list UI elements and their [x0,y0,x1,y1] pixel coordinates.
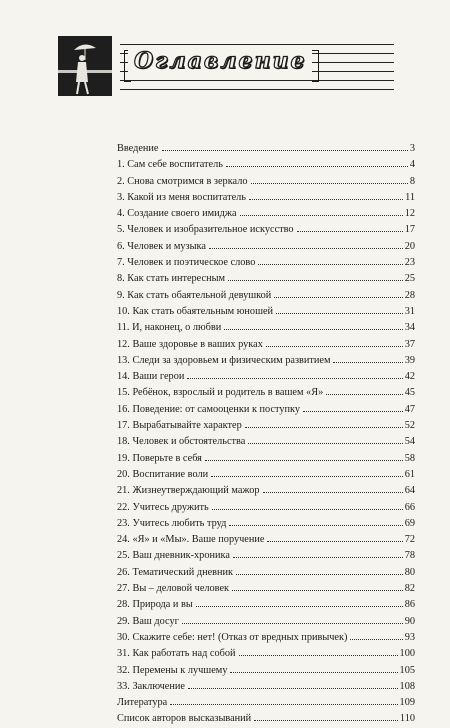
toc-entry-title: 14. Ваши герои [117,371,185,383]
toc-leader-dots [162,140,408,151]
toc-entry-title: 25. Ваш дневник-хроника [117,550,230,562]
toc-entry-page: 93 [404,631,415,643]
toc-entry [117,678,415,694]
toc-entry-page: 20 [404,240,415,252]
toc-entry-title: 2. Снова смотримся в зеркало [117,175,248,187]
toc-leader-dots [248,433,402,444]
toc-entry [117,352,415,368]
toc-leader-dots [211,466,403,477]
toc-entry-title: 4. Создание своего имиджа [117,208,237,220]
toc-entry-page: 4 [409,159,415,171]
page-title: Оглавление [128,48,312,74]
toc-entry-title: 26. Тематический дневник [117,566,234,578]
toc-entry-title: 29. Ваш досуг [117,615,179,627]
toc-leader-dots [228,270,403,281]
toc-entry-title: 18. Человек и обстоятельства [117,436,246,448]
toc-entry [117,189,415,205]
toc-entry-title: 3. Какой из меня воспитатель [117,191,246,203]
toc-leader-dots [263,482,403,493]
toc-entry-page: 105 [399,664,415,676]
toc-entry-page: 80 [404,566,415,578]
toc-entry-title: 32. Перемены к лучшему [117,664,228,676]
toc-entry-page: 110 [399,713,415,725]
toc-entry-page: 25 [404,273,415,285]
toc-entry [117,238,415,254]
toc-entry-page: 3 [409,143,415,154]
toc-entry-title: Литература [117,697,168,709]
toc-entry [117,482,415,498]
toc-entry [117,384,415,400]
toc-entry [117,629,415,645]
toc-entry-page: 39 [404,354,415,366]
silhouette-with-umbrella-icon [58,36,112,96]
toc-entry [117,596,415,612]
toc-entry-page: 61 [404,468,415,480]
toc-entry-page: 45 [404,387,415,399]
toc-entry-title: 28. Природа и вы [117,599,193,611]
toc-entry-page: 12 [404,208,415,220]
toc-entry-title: 19. Поверьте в себя [117,452,202,464]
toc-entry-title: 21. Жизнеутверждающий мажор [117,485,260,497]
toc-entry-title: 17. Вырабатывайте характер [117,420,242,432]
toc-leader-dots [333,352,402,363]
toc-entry-title: 27. Вы – деловой человек [117,583,230,595]
toc-entry [117,417,415,433]
toc-entry [117,433,415,449]
toc-leader-dots [232,580,403,591]
toc-entry [117,531,415,547]
toc-entry [117,303,415,319]
toc-entry [117,368,415,384]
toc-leader-dots [196,596,403,607]
toc-leader-dots [267,531,402,542]
toc-entry [117,140,415,156]
toc-leader-dots [229,515,402,526]
toc-entry-title: 31. Как работать над собой [117,648,236,660]
toc-entry [117,662,415,678]
toc-entry-page: 90 [404,615,415,627]
toc-leader-dots [226,156,408,167]
toc-entry-title: 30. Скажите себе: нет! (Отказ от вредных привычек) [117,631,348,643]
toc-entry [117,156,415,172]
toc-entry-page: 78 [404,550,415,562]
title-bracket-right [312,50,319,82]
toc-leader-dots [205,450,403,461]
toc-entry-page: 31 [404,305,415,317]
toc-leader-dots [240,205,403,216]
toc-entry [117,515,415,531]
toc-entry [117,466,415,482]
toc-entry-title: 12. Ваше здоровье в ваших руках [117,338,263,350]
toc-entry-title: 9. Как стать обаятельной девушкой [117,289,272,301]
toc-entry [117,401,415,417]
toc-entry [117,336,415,352]
toc-entry-page: 17 [404,224,415,236]
table-of-contents [117,140,415,727]
toc-leader-dots [303,401,403,412]
toc-entry [117,694,415,710]
toc-entry-title: 7. Человек и поэтическое слово [117,257,256,269]
toc-leader-dots [266,336,403,347]
toc-entry [117,450,415,466]
toc-leader-dots [258,254,402,265]
toc-entry [117,205,415,221]
toc-entry-title: 22. Учитесь дружить [117,501,209,513]
toc-entry-title: 8. Как стать интересным [117,273,226,285]
toc-leader-dots [209,238,403,249]
toc-leader-dots [239,645,398,656]
toc-leader-dots [276,303,403,314]
toc-entry-title: 20. Воспитание воли [117,468,209,480]
toc-entry [117,499,415,515]
toc-leader-dots [251,173,408,184]
toc-leader-dots [182,613,403,624]
toc-leader-dots [170,694,397,705]
toc-entry-page: 72 [404,534,415,546]
page-header [58,36,394,96]
toc-entry-title: 6. Человек и музыка [117,240,206,252]
toc-entry [117,270,415,286]
toc-leader-dots [188,678,398,689]
toc-entry [117,645,415,661]
toc-leader-dots [249,189,403,200]
toc-entry [117,221,415,237]
toc-entry-page: 64 [404,485,415,497]
toc-entry-title: 16. Поведение: от самооценки к поступку [117,403,301,415]
toc-entry-page: 86 [404,599,415,611]
toc-entry [117,564,415,580]
toc-entry-title: 15. Ребёнок, взрослый и родитель в вашем «Я» [117,387,324,399]
toc-leader-dots [274,287,402,298]
toc-entry-title: Введение [117,143,159,154]
toc-entry-page: 100 [399,648,415,660]
toc-entry-title: Список авторов высказываний [117,713,252,725]
toc-entry-page: 54 [404,436,415,448]
toc-entry-page: 11 [405,191,415,203]
toc-entry-title: 33. Заключение [117,680,185,692]
toc-leader-dots [187,368,402,379]
toc-entry [117,613,415,629]
toc-entry-title: 23. Учитесь любить труд [117,517,227,529]
toc-entry-page: 42 [404,371,415,383]
toc-entry-title: 5. Человек и изобразительное искусство [117,224,294,236]
toc-entry-title: 13. Следи за здоровьем и физическим развитием [117,354,331,366]
toc-leader-dots [233,547,403,558]
toc-entry [117,710,415,726]
toc-entry-title: 1. Сам себе воспитатель [117,159,223,171]
toc-entry-page: 52 [404,420,415,432]
toc-entry-title: 24. «Я» и «Мы». Ваше поручение [117,534,265,546]
toc-entry-page: 28 [404,289,415,301]
toc-entry-page: 69 [404,517,415,529]
toc-entry-page: 34 [404,322,415,334]
toc-entry [117,254,415,270]
toc-entry [117,173,415,189]
toc-entry-page: 66 [404,501,415,513]
toc-entry-page: 82 [404,583,415,595]
toc-entry-page: 108 [399,680,415,692]
toc-entry [117,547,415,563]
toc-entry-page: 37 [404,338,415,350]
toc-leader-dots [245,417,403,428]
toc-leader-dots [236,564,403,575]
toc-leader-dots [212,499,403,510]
toc-entry-page: 58 [404,452,415,464]
toc-entry-page: 109 [399,697,415,709]
toc-entry-title: 11. И, наконец, о любви [117,322,222,334]
toc-entry-page: 23 [404,257,415,269]
toc-leader-dots [297,221,403,232]
toc-entry-title: 10. Как стать обаятельным юношей [117,305,274,317]
toc-entry-page: 47 [404,403,415,415]
toc-leader-dots [254,710,398,721]
toc-leader-dots [230,662,397,673]
toc-entry-page: 8 [409,175,415,187]
toc-entry [117,580,415,596]
toc-entry [117,287,415,303]
toc-entry [117,319,415,335]
toc-leader-dots [224,319,402,330]
toc-leader-dots [326,384,402,395]
toc-leader-dots [350,629,402,640]
